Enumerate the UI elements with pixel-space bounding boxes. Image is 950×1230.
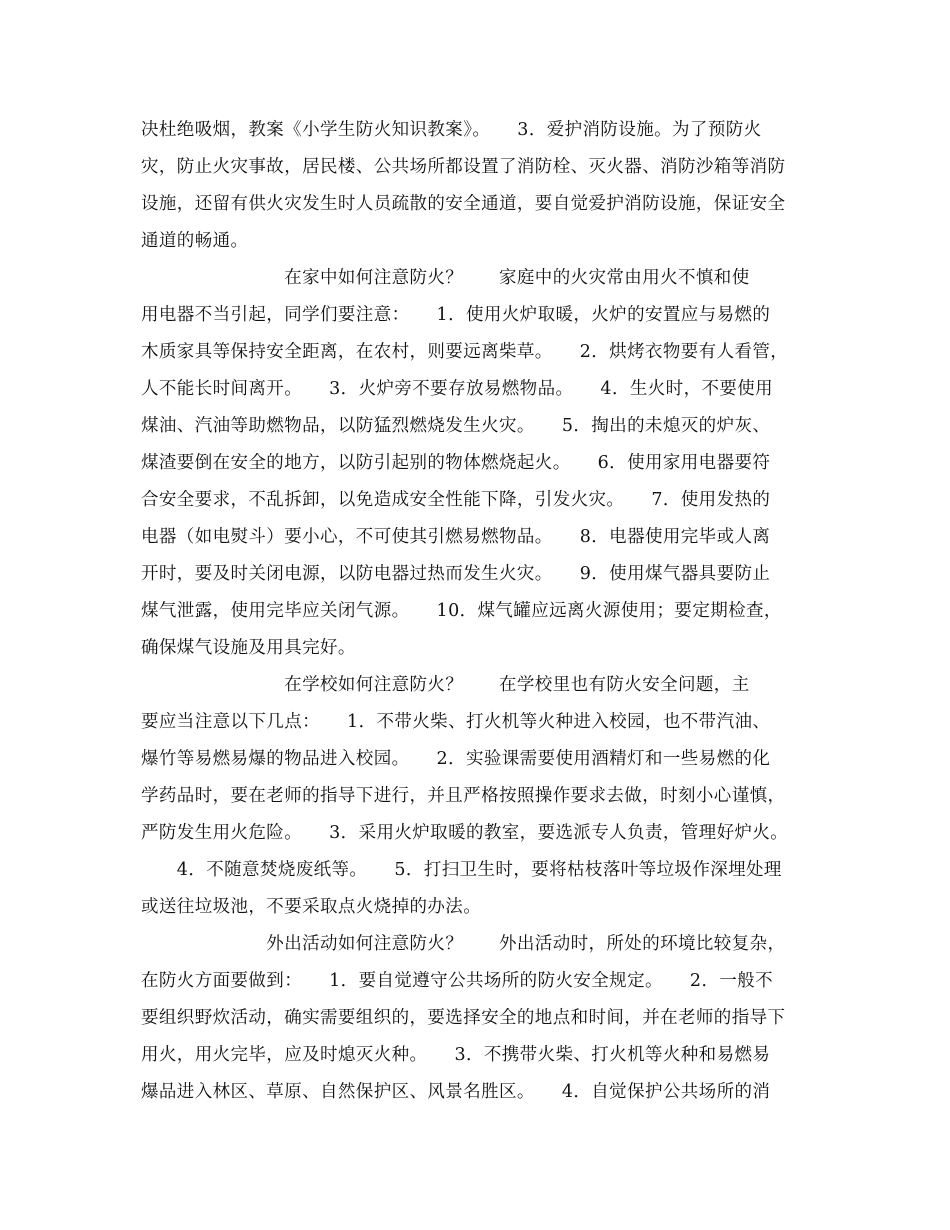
text-line: 或送往垃圾池，不要采取点火烧掉的办法。 bbox=[141, 897, 482, 917]
text-line: 4．不随意焚烧废纸等。 5．打扫卫生时，要将枯枝落叶等垃圾作深埋处理 bbox=[141, 860, 782, 880]
text-line: 爆竹等易燃易爆的物品进入校园。 2．实验课需要使用酒精灯和一些易燃的化 bbox=[141, 749, 771, 769]
text-line: 在家中如何注意防火？ 家庭中的火灾常由用火不慎和使 bbox=[141, 268, 750, 288]
text-line: 在防火方面要做到： 1．要自觉遵守公共场所的防火安全规定。 2．一般不 bbox=[141, 971, 774, 991]
text-line: 爆品进入林区、草原、自然保护区、风景名胜区。 4．自觉保护公共场所的消 bbox=[141, 1082, 771, 1102]
text-line: 严防发生用火危险。 3．采用火炉取暖的教室，要选派专人负责，管理好炉火。 bbox=[141, 823, 789, 843]
text-line: 煤油、汽油等助燃物品，以防猛烈燃烧发生火灾。 5．掏出的未熄灭的炉灰、 bbox=[141, 416, 771, 436]
text-line: 确保煤气设施及用具完好。 bbox=[141, 638, 356, 658]
text-line: 人不能长时间离开。 3．火炉旁不要存放易燃物品。 4．生火时，不要使用 bbox=[141, 379, 774, 399]
text-line: 要组织野炊活动，确实需要组织的，要选择安全的地点和时间，并在老师的指导下 bbox=[141, 1008, 786, 1028]
text-line: 煤渣要倒在安全的地方，以防引起别的物体燃烧起火。 6．使用家用电器要符 bbox=[141, 453, 771, 473]
text-line: 要应当注意以下几点： 1．不带火柴、打火机等火种进入校园，也不带汽油、 bbox=[141, 712, 771, 732]
text-line: 灾，防止火灾事故，居民楼、公共场所都设置了消防栓、灭火器、消防沙箱等消防 bbox=[141, 157, 786, 177]
text-line: 用火，用火完毕，应及时熄灭火种。 3．不携带火柴、打火机等火种和易燃易 bbox=[141, 1045, 771, 1065]
text-line: 煤气泄露，使用完毕应关闭气源。 10．煤气罐应远离火源使用；要定期检查， bbox=[141, 601, 782, 621]
text-line: 设施，还留有供火灾发生时人员疏散的安全通道，要自觉爱护消防设施，保证安全 bbox=[141, 194, 786, 214]
text-line: 电器（如电熨斗）要小心，不可使其引燃易燃物品。 8．电器使用完毕或人离 bbox=[141, 527, 771, 547]
text-line: 外出活动如何注意防火？ 外出活动时，所处的环境比较复杂， bbox=[141, 934, 786, 954]
text-line: 学药品时，要在老师的指导下进行，并且严格按照操作要求去做，时刻小心谨慎， bbox=[141, 786, 786, 806]
text-line: 用电器不当引起，同学们要注意： 1．使用火炉取暖，火炉的安置应与易燃的 bbox=[141, 305, 771, 325]
text-line: 开时，要及时关闭电源，以防电器过热而发生火灾。 9．使用煤气器具要防止 bbox=[141, 564, 771, 584]
text-line: 决杜绝吸烟，教案《小学生防火知识教案》。 3．爱护消防设施。为了预防火 bbox=[141, 120, 762, 140]
text-line: 合安全要求，不乱拆卸，以免造成安全性能下降，引发火灾。 7．使用发热的 bbox=[141, 490, 771, 510]
text-line: 在学校如何注意防火？ 在学校里也有防火安全问题，主 bbox=[141, 675, 750, 695]
text-line: 木质家具等保持安全距离，在农村，则要远离柴草。 2．烘烤衣物要有人看管， bbox=[141, 342, 789, 362]
text-line: 通道的畅通。 bbox=[141, 231, 249, 251]
